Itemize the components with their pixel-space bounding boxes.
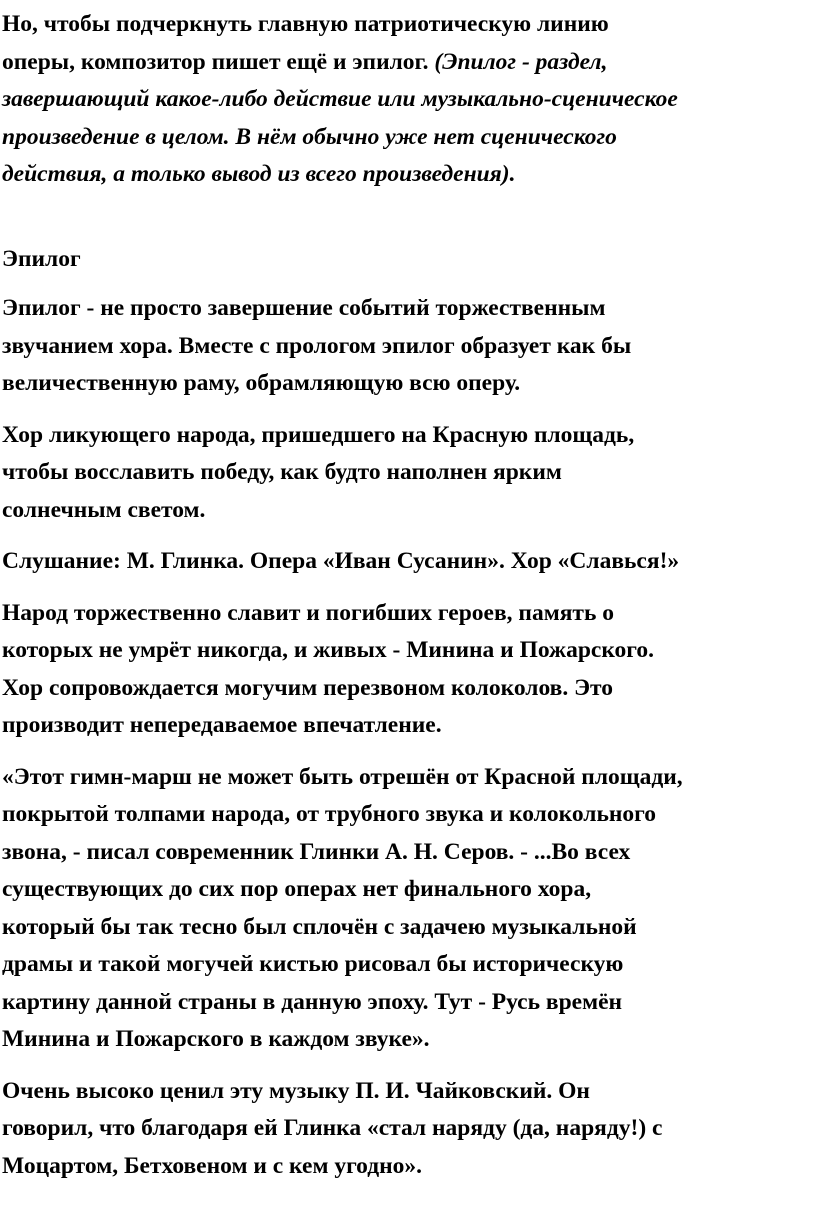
- italic-definition: (Эпилог - раздел,: [434, 48, 608, 75]
- paragraph-4: [2, 595, 816, 745]
- text-line: звучанием хора. Вместе с прологом эпилог образует как бы: [2, 332, 632, 359]
- text-line: солнечным светом.: [2, 496, 206, 523]
- text-line: звона, - писал современник Глинки А. Н. Серов. - ...Во всех: [2, 838, 631, 865]
- intro-line: действия, а только вывод из всего произведения).: [2, 161, 516, 187]
- text-line: покрытой толпами народа, от трубного звука и колокольного: [2, 801, 656, 827]
- text-line: картину данной страны в данную эпоху. Тут - Русь времён: [2, 988, 623, 1015]
- text-line: Народ торжественно славит и погибших героев, память о: [2, 599, 615, 626]
- text-line: Слушание: М. Глинка. Опера «Иван Сусанин». Хор «Славься!»: [2, 548, 680, 574]
- paragraph-listening: [2, 543, 816, 581]
- text-line: Моцартом, Бетховеном и с кем угодно».: [2, 1152, 423, 1179]
- intro-line: произведение в целом. В нём обычно уже нет сценического: [2, 123, 617, 150]
- text-line: производит непередаваемое впечатление.: [2, 712, 442, 738]
- text-line: чтобы восславить победу, как будто наполнен ярким: [2, 459, 562, 485]
- intro-paragraph: [2, 6, 816, 194]
- text-line: Эпилог - не просто завершение событий торжественным: [2, 295, 606, 321]
- text-line: драмы и такой могучей кистью рисовал бы историческую: [2, 951, 624, 977]
- text-line: «Этот гимн-марш не может быть отрешён от Красной площади,: [2, 763, 683, 790]
- text-line: Хор ликующего народа, пришедшего на Красную площадь,: [2, 421, 635, 448]
- section-heading: Эпилог: [2, 245, 81, 272]
- intro-line: Но, чтобы подчеркнуть главную патриотическую линию: [2, 11, 609, 37]
- text-line: Хор сопровождается могучим перезвоном колоколов. Это: [2, 674, 613, 701]
- paragraph-quote: [2, 759, 816, 1059]
- paragraph-2: [2, 417, 816, 530]
- text-line: существующих до сих пор операх нет финального хора,: [2, 876, 592, 902]
- text-line: Минина и Пожарского в каждом звуке».: [2, 1026, 430, 1052]
- intro-line: оперы, композитор пишет ещё и эпилог. (Эпилог - раздел,: [2, 48, 608, 75]
- intro-line: завершающий какое-либо действие или музыкально-сценическое: [2, 86, 678, 112]
- text-line: величественную раму, обрамляющую всю оперу.: [2, 370, 521, 396]
- paragraph-1: [2, 290, 816, 403]
- text-line: которых не умрёт никогда, и живых - Минина и Пожарского.: [2, 637, 655, 663]
- text-line: говорил, что благодаря ей Глинка «стал наряду (да, наряду!) с: [2, 1115, 663, 1141]
- text-line: который бы так тесно был сплочён с задачею музыкальной: [2, 913, 637, 940]
- paragraph-tchaikovsky: [2, 1073, 816, 1186]
- text-line: Очень высоко ценил эту музыку П. И. Чайковский. Он: [2, 1077, 590, 1104]
